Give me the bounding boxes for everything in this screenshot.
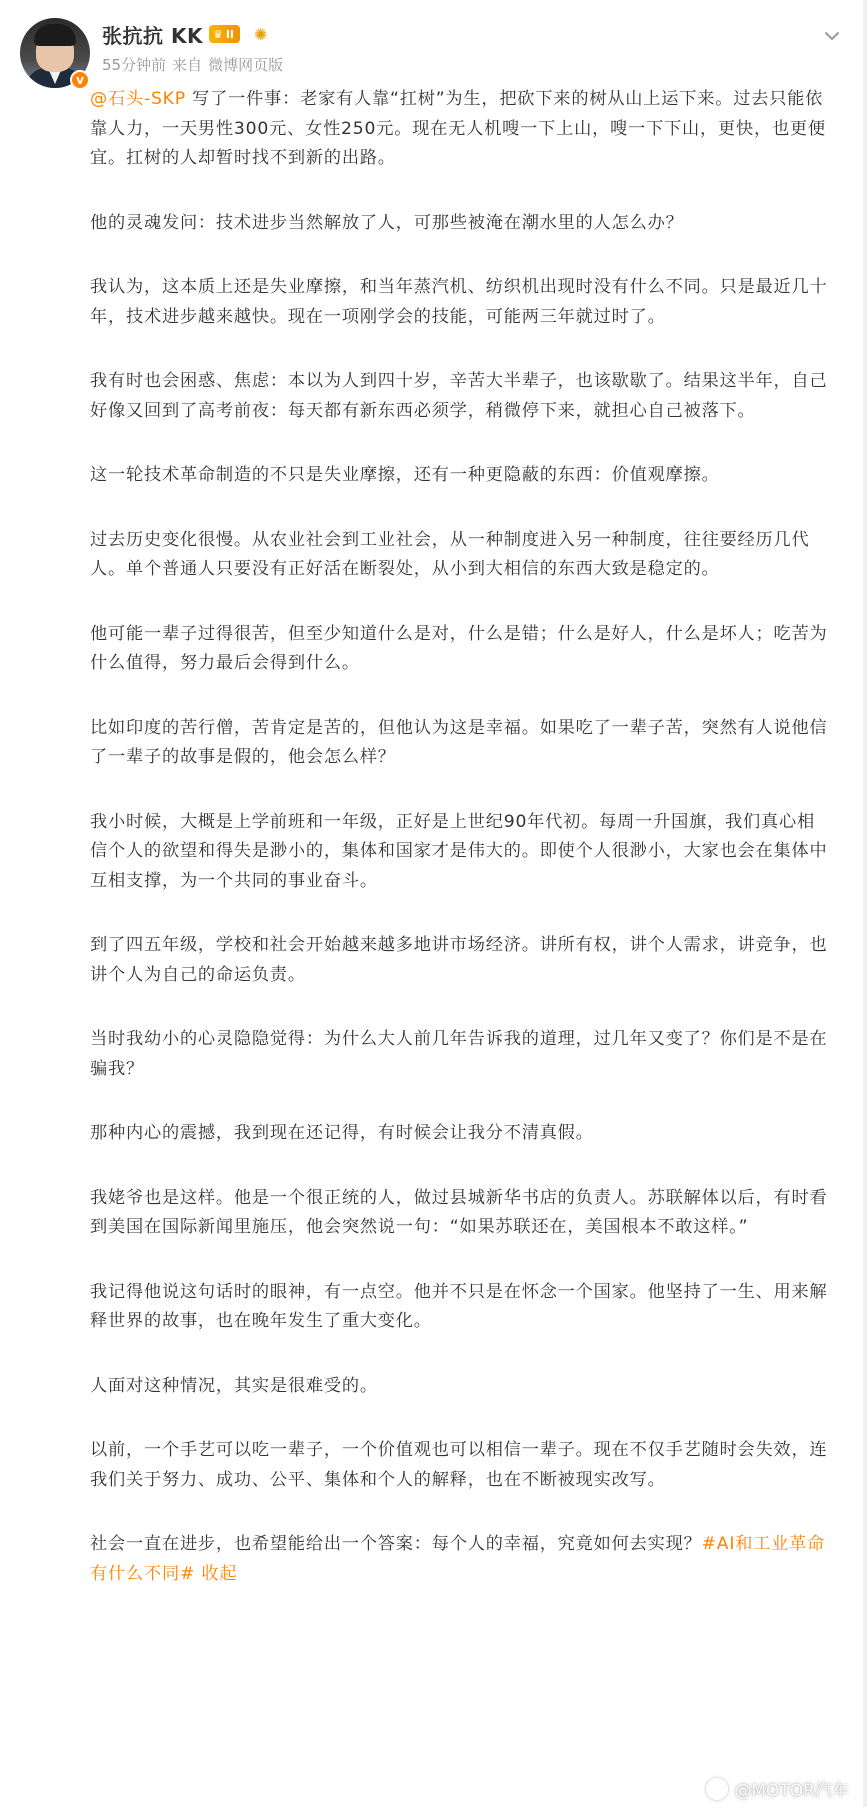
post-source: 微博网页版 [208, 56, 284, 74]
paragraph: 比如印度的苦行僧，苦肯定是苦的，但他认为这是幸福。如果吃了一辈子苦，突然有人说他信了一辈子的故事是假的，他会怎么样？ [90, 717, 828, 767]
paragraph: 过去历史变化很慢。从农业社会到工业社会，从一种制度进入另一种制度，往往要经历几代人。单个普通人只要没有正好活在断裂处，从小到大相信的东西大致是稳定的。 [90, 529, 810, 579]
paragraph: 我小时候，大概是上学前班和一年级，正好是上世纪90年代初。每周一升国旗，我们真心相信个人的欲望和得失是渺小的，集体和国家才是伟大的。即使个人很渺小，大家也会在集体中互相支撑，为一个共同的事业奋斗。 [90, 811, 828, 891]
page-edge [863, 0, 867, 1807]
watermark-logo-icon [706, 1778, 728, 1800]
verified-icon: v [70, 70, 90, 90]
paragraph: 到了四五年级，学校和社会开始越来越多地讲市场经济。讲所有权，讲个人需求，讲竞争，也讲个人为自己的命运负责。 [90, 935, 828, 985]
paragraph: 这一轮技术革命制造的不只是失业摩擦，还有一种更隐蔽的东西：价值观摩擦。 [90, 465, 720, 485]
author-name[interactable]: 张抗抗 KK [102, 23, 203, 48]
paragraph: 我记得他说这句话时的眼神，有一点空。他并不只是在怀念一个国家。他坚持了一生、用来解释世界的故事，也在晚年发生了重大变化。 [90, 1281, 828, 1331]
paragraph: 以前，一个手艺可以吃一辈子，一个价值观也可以相信一辈子。现在不仅手艺随时会失效，连我们关于努力、成功、公平、集体和个人的解释，也在不断被现实改写。 [90, 1440, 828, 1490]
paragraph: 当时我幼小的心灵隐隐觉得：为什么大人前几年告诉我的道理，过几年又变了？你们是不是在骗我？ [90, 1029, 828, 1079]
intro-text: 写了一件事：老家有人靠“扛树”为生，把砍下来的树从山上运下来。过去只能依靠人力，一天男性300元、女性250元。现在无人机嗖一下上山，嗖一下下山，更快，也更便宜。扛树的人却暂时找不到新的出路。 [90, 89, 826, 168]
level-text: II [225, 27, 235, 41]
final-text: 社会一直在进步，也希望能给出一个答案：每个人的幸福，究竟如何去实现？ [90, 1534, 702, 1554]
paragraph: 我认为，这本质上还是失业摩擦，和当年蒸汽机、纺织机出现时没有什么不同。只是最近几十年，技术进步越来越快。现在一项刚学会的技能，可能两三年就过时了。 [90, 277, 828, 327]
paragraph: 他的灵魂发问：技术进步当然解放了人，可那些被淹在潮水里的人怎么办？ [90, 212, 684, 233]
post-time[interactable]: 55分钟前 [102, 56, 167, 74]
avatar[interactable] [20, 18, 90, 88]
sun-icon[interactable]: ✺ [254, 24, 268, 44]
chevron-down-icon[interactable] [824, 28, 840, 44]
paragraph: 人面对这种情况，其实是很难受的。 [90, 1375, 378, 1396]
level-badge[interactable] [209, 25, 240, 43]
collapse-button[interactable]: 收起 [201, 1563, 238, 1584]
crown-icon: ♛ [212, 27, 223, 41]
post-meta [102, 54, 283, 75]
paragraph: 我姥爷也是这样。他是一个很正统的人，做过县城新华书店的负责人。苏联解体以后，有时看到美国在国际新闻里施压，他会突然说一句：“如果苏联还在，美国根本不敢这样。” [90, 1187, 828, 1237]
watermark-text: @MOTOR汽车 [734, 1781, 849, 1801]
paragraph [90, 85, 830, 174]
mention-link[interactable]: @石头-SKP [90, 89, 186, 109]
watermark [706, 1776, 849, 1801]
author-row [102, 20, 267, 48]
topic-hashtag[interactable]: #AI和工业革命有什么不同# [90, 1534, 826, 1584]
paragraph: 我有时也会困惑、焦虑：本以为人到四十岁，辛苦大半辈子，也该歇歇了。结果这半年，自己好像又回到了高考前夜：每天都有新东西必须学，稍微停下来，就担心自己被落下。 [90, 371, 828, 421]
final-paragraph [90, 1530, 830, 1589]
post-body [90, 85, 830, 1624]
paragraph: 那种内心的震撼，我到现在还记得，有时候会让我分不清真假。 [90, 1123, 594, 1143]
paragraph: 他可能一辈子过得很苦，但至少知道什么是对，什么是错；什么是好人，什么是坏人；吃苦为什么值得，努力最后会得到什么。 [90, 623, 828, 673]
source-prefix: 来自 [172, 56, 203, 74]
